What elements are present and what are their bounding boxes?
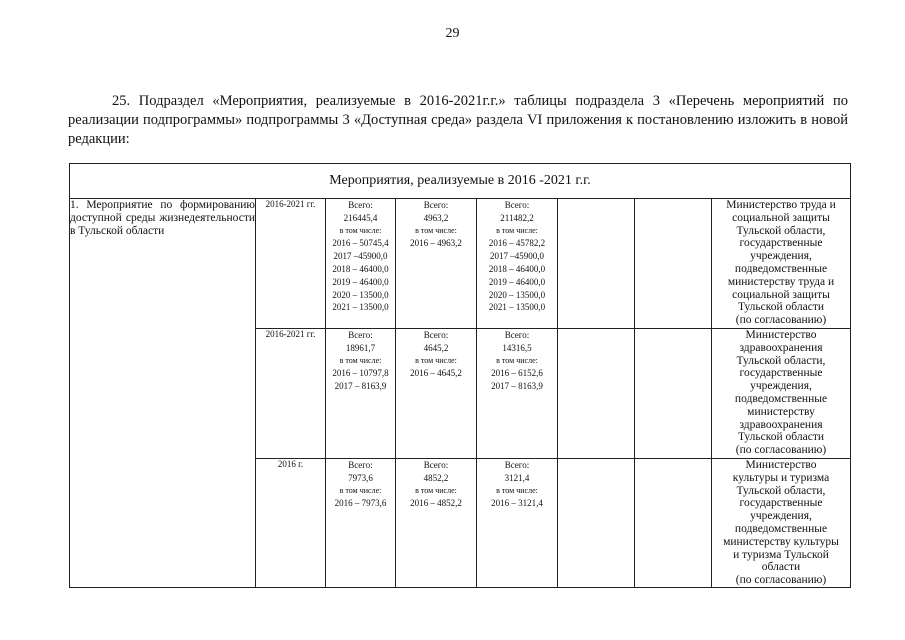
executor-line: подведомственные: [734, 392, 828, 405]
executor-line: государственные: [739, 237, 823, 250]
executor-line: Министерство: [745, 459, 817, 471]
federal-funding: [396, 199, 477, 329]
executor-line: (по согласованию): [735, 574, 827, 587]
label-including: в том числе:: [496, 485, 538, 495]
amount: 14316,5: [502, 342, 532, 353]
executor: [712, 329, 851, 459]
executor-line: учреждения,: [750, 510, 812, 523]
amount: 4963,2: [423, 212, 449, 223]
year-amount: 2016 – 10797,8: [332, 368, 389, 379]
year-amount: 2017 – 8163,9: [334, 381, 387, 392]
executor-line: социальной защиты: [732, 211, 830, 224]
amount: 4852,2: [423, 472, 449, 483]
label-including: в том числе:: [415, 485, 457, 495]
executor-line: учреждения,: [750, 380, 812, 393]
executor-line: области: [761, 561, 801, 574]
federal-funding: [396, 459, 477, 588]
amount: 4645,2: [423, 342, 449, 353]
total-funding: [326, 199, 396, 329]
executor-line: подведомственные: [734, 262, 828, 275]
label-including: в том числе:: [415, 225, 457, 235]
executor-line: Тульской области: [737, 301, 824, 314]
label-including: в том числе:: [496, 225, 538, 235]
activity-name: 1. Мероприятие по формированию доступной среды жизнедеятельности в Тульской области: [70, 199, 256, 588]
period: 2016 г.: [256, 459, 326, 588]
label-including: в том числе:: [415, 355, 457, 365]
executor-line: государственные: [739, 367, 823, 380]
activities-table: [69, 163, 851, 588]
year-amount: 2021 – 13500,0: [488, 302, 546, 313]
year-amount: 2016 – 3121,4: [491, 498, 543, 509]
executor-line: (по согласованию): [735, 314, 827, 327]
year-amount: 2017 –45900,0: [333, 251, 388, 262]
amount: 211482,2: [500, 212, 534, 223]
period: 2016-2021 гг.: [256, 199, 326, 329]
year-amount: 2018 – 46400,0: [488, 263, 546, 274]
period: 2016-2021 гг.: [256, 329, 326, 459]
year-amount: 2016 – 4963,2: [410, 238, 462, 249]
year-amount: 2019 – 46400,0: [488, 276, 546, 287]
label-total: Всего:: [348, 460, 373, 470]
amount: 3121,4: [504, 472, 530, 483]
federal-funding: [396, 329, 477, 459]
label-including: в том числе:: [339, 355, 382, 365]
table-row: [70, 199, 851, 329]
label-total: Всего:: [423, 460, 449, 470]
regional-funding: [477, 199, 558, 329]
executor-line: (по согласованию): [735, 444, 827, 457]
label-including: в том числе:: [496, 355, 538, 365]
executor-line: Тульской области,: [736, 224, 826, 237]
amount: 18961,7: [345, 342, 376, 353]
executor-line: Министерство: [745, 329, 817, 341]
executor: [712, 199, 851, 329]
year-amount: 2016 – 50745,4: [332, 238, 389, 249]
executor-line: подведомственные: [734, 522, 828, 535]
year-amount: 2016 – 4645,2: [410, 368, 462, 379]
label-total: Всего:: [423, 330, 449, 340]
year-amount: 2016 – 4852,2: [410, 498, 462, 509]
label-total: Всего:: [423, 200, 449, 210]
amount: 7973,6: [348, 472, 373, 483]
empty-cell: [635, 459, 712, 588]
year-amount: 2016 – 45782,2: [488, 238, 546, 249]
executor-line: Министерство труда и: [726, 199, 836, 211]
label-total: Всего:: [504, 460, 530, 470]
executor-line: и туризма Тульской: [733, 548, 829, 561]
executor-line: министерству культуры: [723, 535, 839, 548]
executor-line: министерству: [747, 405, 815, 418]
table-caption: Мероприятия, реализуемые в 2016 -2021 г.г.: [70, 164, 851, 199]
year-amount: 2020 – 13500,0: [332, 289, 389, 300]
year-amount: 2016 – 6152,6: [491, 368, 543, 379]
year-amount: 2020 – 13500,0: [488, 289, 546, 300]
label-total: Всего:: [348, 330, 373, 340]
executor-line: Тульской области: [737, 431, 824, 444]
executor-line: социальной защиты: [732, 288, 830, 301]
executor-line: Тульской области,: [736, 484, 826, 497]
regional-funding: [477, 459, 558, 588]
year-amount: 2017 –45900,0: [490, 251, 544, 262]
year-amount: 2016 – 7973,6: [334, 498, 387, 509]
executor-line: учреждения,: [750, 250, 812, 263]
executor-line: здравоохранения: [739, 418, 823, 431]
year-amount: 2019 – 46400,0: [332, 276, 389, 287]
executor: [712, 459, 851, 588]
empty-cell: [635, 329, 712, 459]
executor-line: здравоохранения: [739, 341, 823, 354]
total-funding: [326, 329, 396, 459]
year-amount: 2017 – 8163,9: [491, 381, 543, 392]
empty-cell: [635, 199, 712, 329]
label-total: Всего:: [504, 200, 530, 210]
executor-line: Тульской области,: [736, 354, 826, 367]
executor-line: министерству труда и: [727, 275, 835, 288]
empty-cell: [558, 459, 635, 588]
label-including: в том числе:: [339, 225, 382, 235]
regional-funding: [477, 329, 558, 459]
year-amount: 2021 – 13500,0: [332, 302, 389, 313]
label-including: в том числе:: [339, 485, 382, 495]
year-amount: 2018 – 46400,0: [332, 263, 389, 274]
executor-line: государственные: [739, 497, 823, 510]
executor-line: культуры и туризма: [732, 471, 830, 484]
amount: 216445,4: [343, 212, 378, 223]
intro-paragraph: 25. Подраздел «Мероприятия, реализуемые в 2016-2021г.г.» таблицы подраздела 3 «Перечень мероприятий по реализации подпрограммы» подпрограммы 3 «Доступная среда» раздела VI приложения к постановлению изложить в новой редакции:: [68, 93, 848, 147]
page-number: 29: [445, 26, 460, 41]
total-funding: [326, 459, 396, 588]
label-total: Всего:: [348, 200, 373, 210]
label-total: Всего:: [504, 330, 530, 340]
empty-cell: [558, 329, 635, 459]
empty-cell: [558, 199, 635, 329]
